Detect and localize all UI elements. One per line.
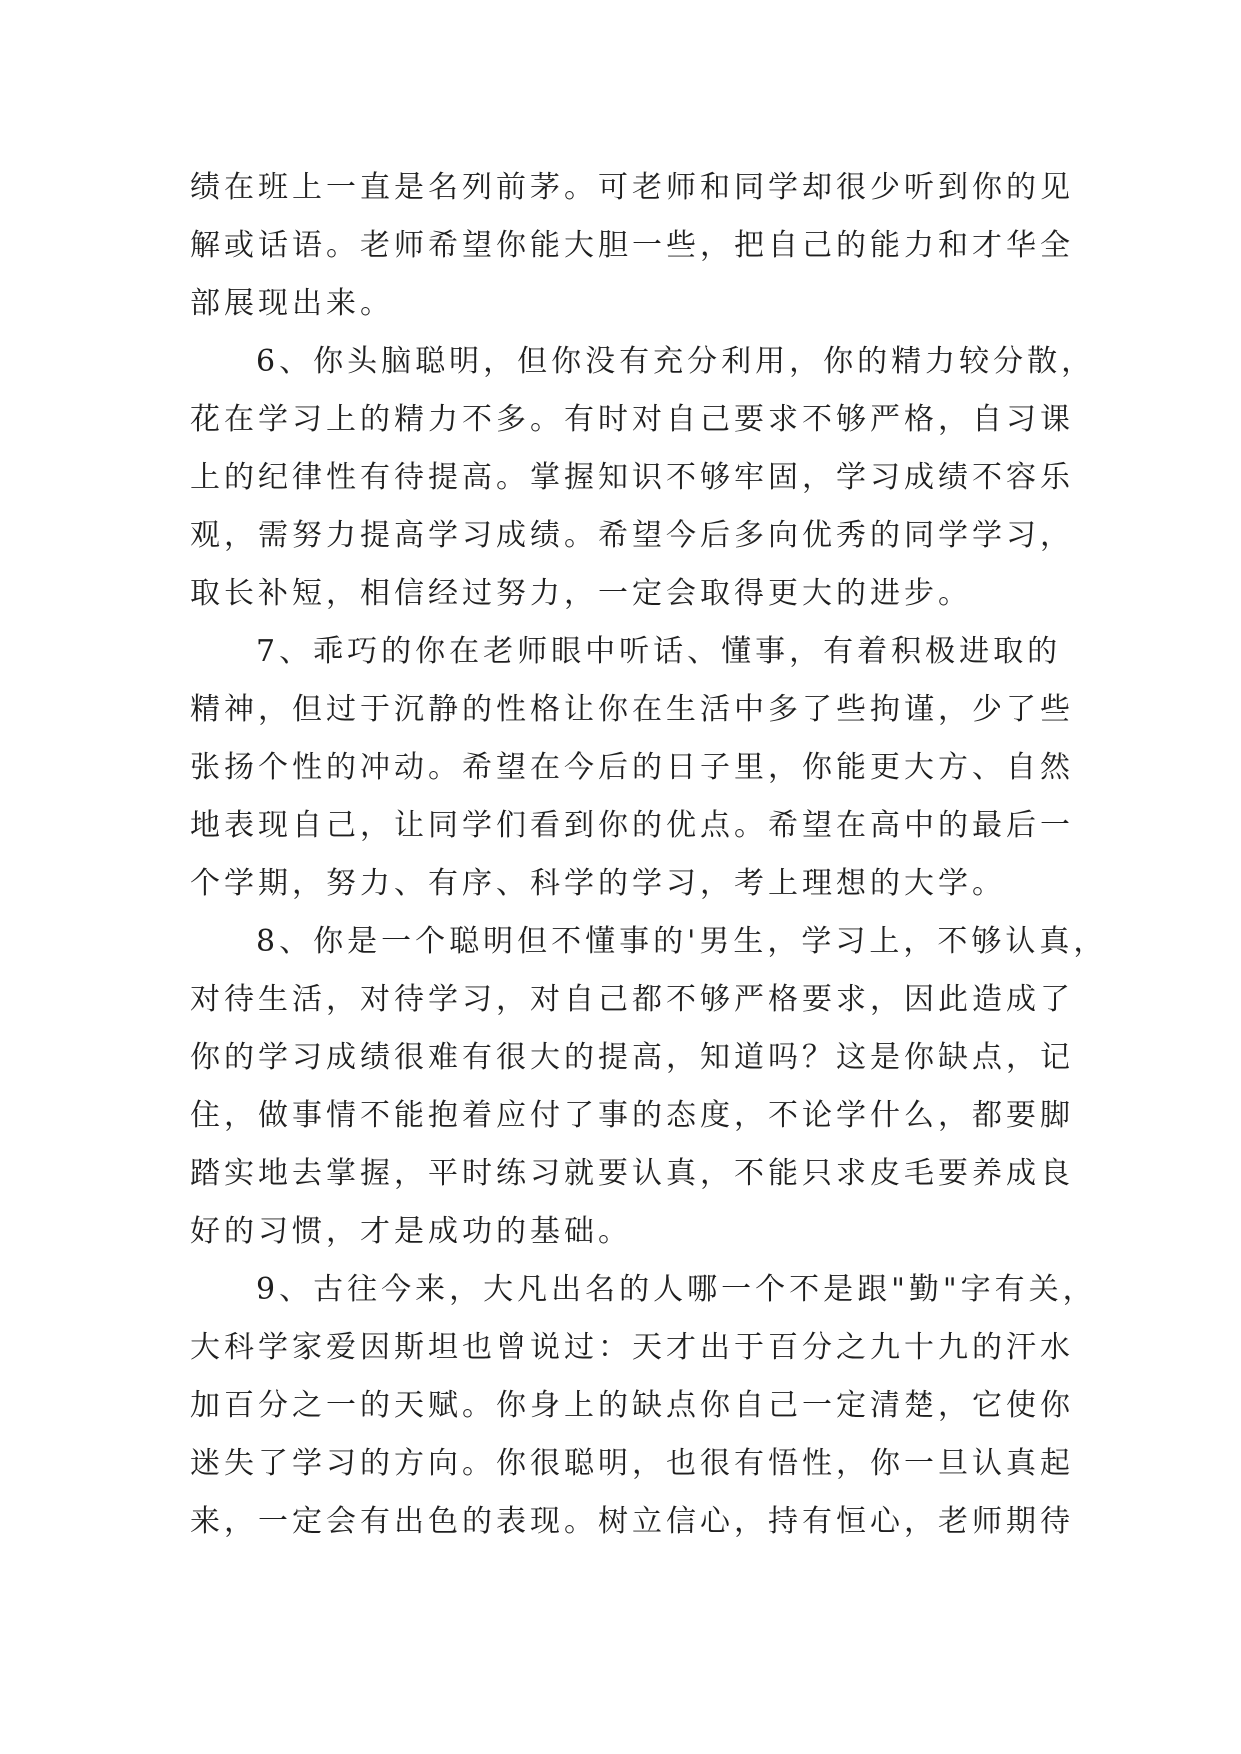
text-line: 观，需努力提高学习成绩。希望今后多向优秀的同学学习，	[190, 518, 1074, 553]
text-line: 花在学习上的精力不多。有时对自己要求不够严格，自习课	[190, 402, 1074, 437]
text-line: 加百分之一的天赋。你身上的缺点你自己一定清楚，它使你	[190, 1388, 1074, 1423]
text-line: 精神，但过于沉静的性格让你在生活中多了些拘谨，少了些	[190, 692, 1074, 727]
text-line: 住，做事情不能抱着应付了事的态度，不论学什么，都要脚	[190, 1098, 1074, 1133]
paragraph-start-6: 6、你头脑聪明，但你没有充分利用，你的精力较分散，	[256, 344, 1096, 379]
text-line: 个学期，努力、有序、科学的学习，考上理想的大学。	[190, 866, 1006, 901]
text-line: 你的学习成绩很难有很大的提高，知道吗？这是你缺点，记	[190, 1040, 1074, 1075]
paragraph-start-7: 7、乖巧的你在老师眼中听话、懂事，有着积极进取的	[256, 634, 1062, 669]
text-line: 对待生活，对待学习，对自己都不够严格要求，因此造成了	[190, 982, 1074, 1017]
text-line: 部展现出来。	[190, 286, 394, 321]
text-line: 地表现自己，让同学们看到你的优点。希望在高中的最后一	[190, 808, 1074, 843]
paragraph-start-8: 8、你是一个聪明但不懂事的'男生，学习上，不够认真，	[256, 924, 1108, 959]
text-line: 来，一定会有出色的表现。树立信心，持有恒心，老师期待	[190, 1504, 1074, 1539]
text-line: 绩在班上一直是名列前茅。可老师和同学却很少听到你的见	[190, 170, 1074, 205]
document-body	[190, 159, 1108, 1551]
text-line: 大科学家爱因斯坦也曾说过：天才出于百分之九十九的汗水	[190, 1330, 1074, 1365]
text-line: 取长补短，相信经过努力，一定会取得更大的进步。	[190, 576, 972, 611]
text-line: 迷失了学习的方向。你很聪明，也很有悟性，你一旦认真起	[190, 1446, 1074, 1481]
text-line: 好的习惯，才是成功的基础。	[190, 1214, 632, 1249]
paragraph-start-9: 9、古往今来，大凡出名的人哪一个不是跟"勤"字有关，	[256, 1272, 1097, 1307]
text-line: 上的纪律性有待提高。掌握知识不够牢固，学习成绩不容乐	[190, 460, 1074, 495]
text-line: 解或话语。老师希望你能大胆一些，把自己的能力和才华全	[190, 228, 1074, 263]
text-line: 踏实地去掌握，平时练习就要认真，不能只求皮毛要养成良	[190, 1156, 1074, 1191]
text-line: 张扬个性的冲动。希望在今后的日子里，你能更大方、自然	[190, 750, 1074, 785]
